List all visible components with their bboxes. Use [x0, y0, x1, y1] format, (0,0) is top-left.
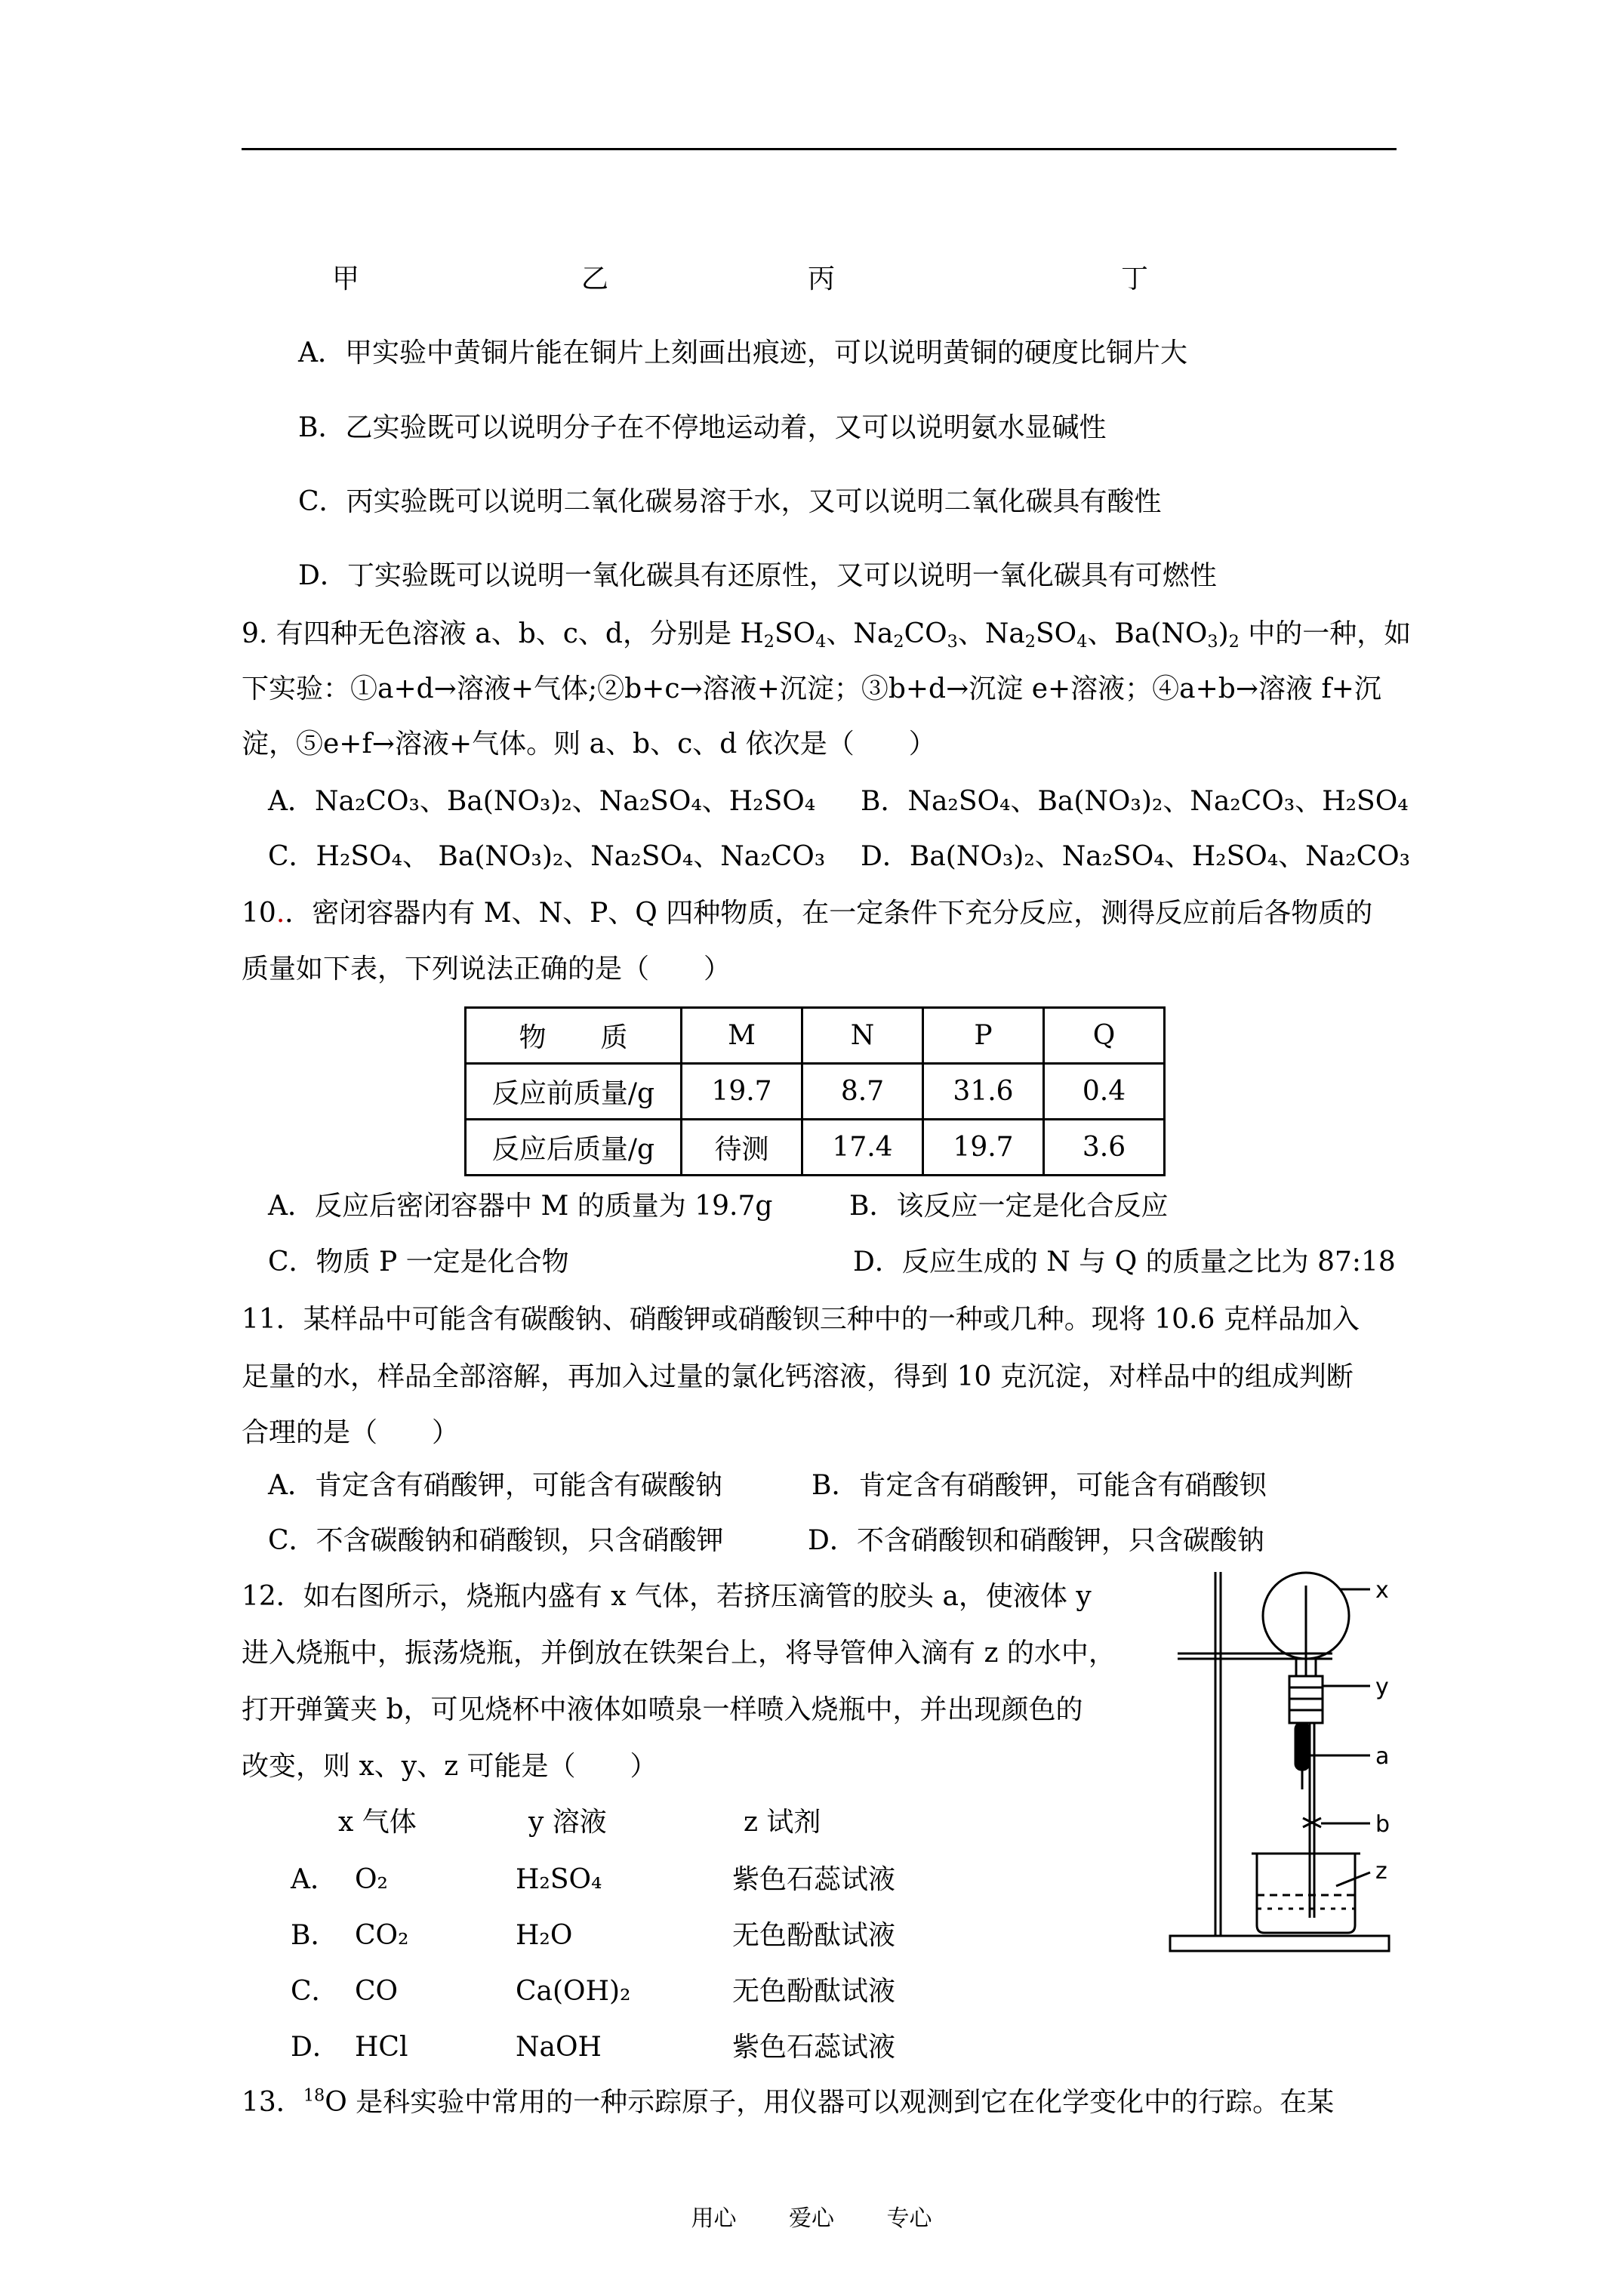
- q12-header-y: y 溶液: [528, 1807, 607, 1838]
- table-cell: 31.6: [923, 1064, 1044, 1120]
- table-cell: 待测: [682, 1120, 802, 1176]
- label-yi: 乙: [581, 264, 609, 294]
- q9-stem-line3: 淀，⑤e+f→溶液+气体。则 a、b、c、d 依次是（ ）: [242, 729, 936, 760]
- q9-option-b: B．Na₂SO₄、Ba(NO₃)₂、Na₂CO₃、H₂SO₄: [861, 786, 1409, 817]
- table-cell: 0.4: [1044, 1064, 1165, 1120]
- label-ding: 丁: [1121, 264, 1149, 294]
- q8-option-c: C．丙实验既可以说明二氧化碳易溶于水，又可以说明二氧化碳具有酸性: [298, 486, 1162, 517]
- label-bing: 丙: [808, 264, 836, 294]
- label-jia: 甲: [332, 264, 360, 294]
- table-cell: N: [802, 1008, 923, 1064]
- table-cell: M: [682, 1008, 802, 1064]
- page-footer: [0, 2199, 1623, 2233]
- figure-label-b: b: [1375, 1811, 1390, 1838]
- table-cell: 反应前质量/g: [466, 1064, 682, 1120]
- q13-stem: 13．$^{18}$O 是科实验中常用的一种示踪原子，用仪器可以观测到它在化学变化中的行踪。在某: [242, 2085, 1335, 2118]
- table-row: [466, 1120, 1165, 1176]
- dropper-bulb: [1295, 1723, 1309, 1770]
- table-cell: 3.6: [1044, 1120, 1165, 1176]
- figure-label-z: z: [1375, 1858, 1387, 1885]
- figure-label-x: x: [1375, 1577, 1389, 1604]
- q8-option-b: B．乙实验既可以说明分子在不停地运动着，又可以说明氨水显碱性: [298, 412, 1107, 443]
- q12-stem-line1: 12．如右图所示，烧瓶内盛有 x 气体，若挤压滴管的胶头 a，使液体 y: [242, 1581, 1092, 1612]
- q9-stem-line1: 9. 有四种无色溶液 a、b、c、d，分别是 $H_2SO_4$、$Na_2CO_3$、$Na_2SO_4$、$Ba(NO_3)_2$ 中的一种，如: [242, 618, 1412, 652]
- figure-label-a: a: [1375, 1743, 1390, 1770]
- table-cell: Q: [1044, 1008, 1165, 1064]
- q12-option-x: O₂: [355, 1864, 388, 1895]
- q12-header-z: z 试剂: [744, 1807, 821, 1838]
- header-rule: [242, 148, 1397, 150]
- q12-option-y: H₂O: [516, 1920, 573, 1951]
- table-cell: 反应后质量/g: [466, 1120, 682, 1176]
- q12-option-x: CO: [355, 1976, 399, 2007]
- q10-option-a: A．反应后密闭容器中 M 的质量为 19.7g: [268, 1191, 773, 1222]
- q9-option-a: A．Na₂CO₃、Ba(NO₃)₂、Na₂SO₄、H₂SO₄: [268, 786, 816, 817]
- footer-word: 用心: [691, 2205, 737, 2232]
- table-cell: 17.4: [802, 1120, 923, 1176]
- q12-option-letter: C．: [291, 1976, 339, 2007]
- q10-stem-line1: 10.．密闭容器内有 M、N、P、Q 四种物质，在一定条件下充分反应，测得反应前后各物质的: [242, 898, 1373, 929]
- table-row: [466, 1064, 1165, 1120]
- q8-option-d: D．丁实验既可以说明一氧化碳具有还原性，又可以说明一氧化碳具有可燃性: [298, 560, 1217, 591]
- beaker: [1257, 1854, 1355, 1933]
- q12-stem-line3: 打开弹簧夹 b，可见烧杯中液体如喷泉一样喷入烧瓶中，并出现颜色的: [242, 1694, 1083, 1725]
- q11-stem-line3: 合理的是（ ）: [242, 1417, 460, 1448]
- table-cell: 8.7: [802, 1064, 923, 1120]
- stand-base: [1170, 1936, 1389, 1951]
- q10-option-c: C．物质 P 一定是化合物: [268, 1247, 569, 1277]
- q12-option-x: CO₂: [355, 1920, 409, 1951]
- q12-option-z: 无色酚酞试液: [732, 1920, 896, 1951]
- footer-word: 专心: [886, 2205, 932, 2232]
- q12-header-x: x 气体: [338, 1807, 417, 1838]
- q12-option-letter: A．: [291, 1864, 337, 1895]
- q12-option-y: H₂SO₄: [516, 1864, 602, 1895]
- q11-option-a: A．肯定含有硝酸钾，可能含有碳酸钠: [268, 1470, 722, 1501]
- fountain-apparatus-diagram: [1155, 1563, 1404, 1971]
- q12-option-x: HCl: [355, 2032, 408, 2063]
- q9-stem-line2: 下实验：①a+d→溶液+气体;②b+c→溶液+沉淀；③b+d→沉淀 e+溶液；④a+b→溶液 f+沉: [242, 673, 1381, 704]
- q12-stem-line2: 进入烧瓶中，振荡烧瓶，并倒放在铁架台上，将导管伸入滴有 z 的水中，: [242, 1638, 1116, 1669]
- q10-option-b: B．该反应一定是化合反应: [849, 1191, 1169, 1222]
- spring-clip: [1303, 1818, 1321, 1827]
- q11-option-d: D．不含硝酸钡和硝酸钾，只含碳酸钠: [808, 1525, 1264, 1556]
- q11-stem-line2: 足量的水，样品全部溶解，再加入过量的氯化钙溶液，得到 10 克沉淀，对样品中的组成判断: [242, 1361, 1354, 1392]
- table-cell: 19.7: [682, 1064, 802, 1120]
- q12-stem-line4: 改变，则 x、y、z 可能是（ ）: [242, 1751, 658, 1782]
- q11-stem-line1: 11．某样品中可能含有碳酸钠、硝酸钾或硝酸钡三种中的一种或几种。现将 10.6 克样品加入: [242, 1304, 1360, 1335]
- q9-option-c: C．H₂SO₄、 Ba(NO₃)₂、Na₂SO₄、Na₂CO₃: [268, 841, 826, 872]
- q12-option-z: 无色酚酞试液: [732, 1976, 896, 2007]
- q12-option-letter: B．: [291, 1920, 338, 1951]
- q11-option-c: C．不含碳酸钠和硝酸钡，只含硝酸钾: [268, 1525, 724, 1556]
- table-row: [466, 1008, 1165, 1064]
- q12-option-z: 紫色石蕊试液: [732, 1864, 896, 1895]
- q10-option-d: D．反应生成的 N 与 Q 的质量之比为 87:18: [853, 1247, 1396, 1277]
- q8-option-a: A．甲实验中黄铜片能在铜片上刻画出痕迹，可以说明黄铜的硬度比铜片大: [298, 337, 1187, 368]
- table-cell: 19.7: [923, 1120, 1044, 1176]
- q12-option-z: 紫色石蕊试液: [732, 2032, 896, 2063]
- mass-table: [464, 1006, 1166, 1176]
- footer-word: 爱心: [789, 2205, 834, 2232]
- table-cell: 物 质: [466, 1008, 682, 1064]
- q12-option-letter: D．: [291, 2032, 340, 2063]
- q12-option-y: Ca(OH)₂: [516, 1976, 631, 2007]
- table-cell: P: [923, 1008, 1044, 1064]
- q12-option-y: NaOH: [516, 2032, 602, 2063]
- figure-label-y: y: [1375, 1674, 1389, 1700]
- q11-option-b: B．肯定含有硝酸钾，可能含有硝酸钡: [812, 1470, 1267, 1501]
- q9-option-d: D．Ba(NO₃)₂、Na₂SO₄、H₂SO₄、Na₂CO₃: [861, 841, 1411, 872]
- q10-stem-line2: 质量如下表，下列说法正确的是（ ）: [242, 954, 731, 985]
